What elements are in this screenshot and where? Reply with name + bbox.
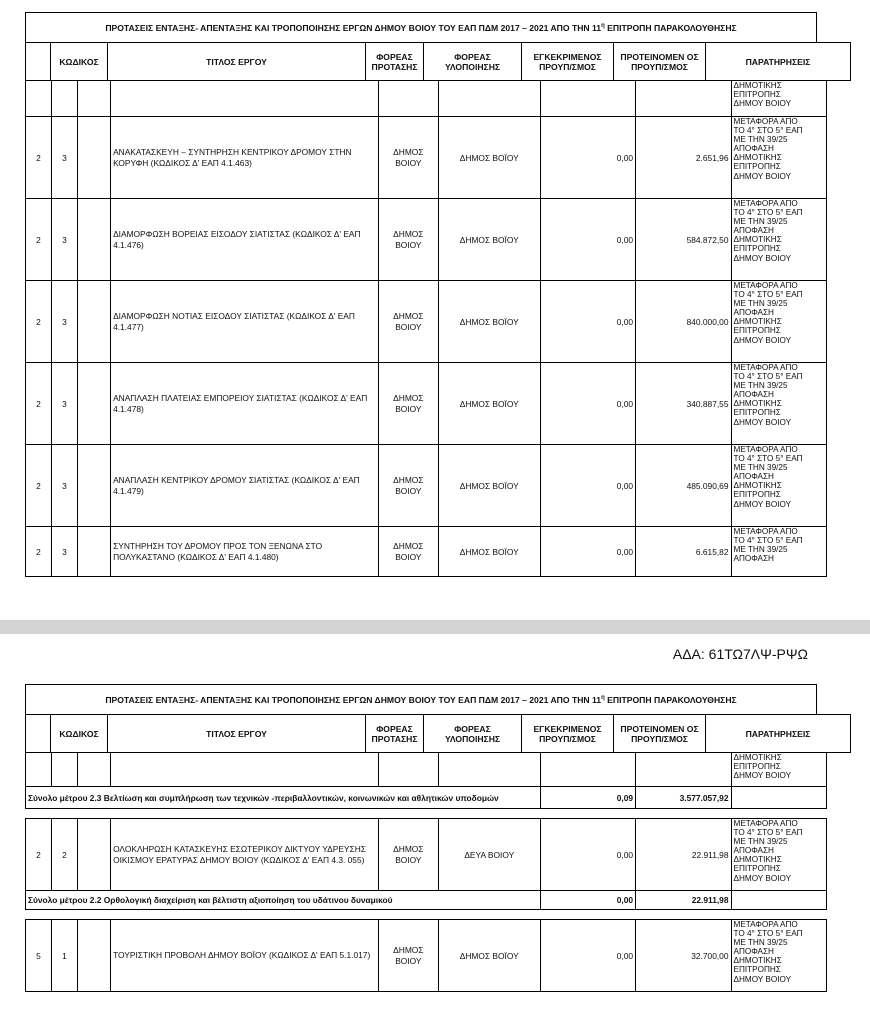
- table-row: [26, 527, 827, 577]
- project-implementer: ΔΕΥΑ ΒΟΙΟΥ: [438, 819, 540, 891]
- project-approved-budget: 0,00: [540, 117, 635, 199]
- header-approved: ΕΓΚΕΚΡΙΜΕΝΟΣ ΠΡΟΥΠ/ΣΜΟΣ: [522, 715, 614, 753]
- header-implementer: ΦΟΡΕΑΣ ΥΛΟΠΟΙΗΣΗΣ: [424, 43, 522, 81]
- project-title: ΔΙΑΜΟΡΦΩΣΗ ΒΟΡΕΙΑΣ ΕΙΣΟΔΟΥ ΣΙΑΤΙΣΤΑΣ (ΚΩΔΙΚΟΣ Δ' ΕΑΠ 4.1.476): [111, 199, 379, 281]
- header-title: ΤΙΤΛΟΣ ΕΡΓΟΥ: [108, 43, 366, 81]
- document-header-page-2: [25, 684, 817, 715]
- project-title: ΑΝΑΠΛΑΣΗ ΚΕΝΤΡΙΚΟΥ ΔΡΟΜΟΥ ΣΙΑΤΙΣΤΑΣ (ΚΩΔΙΚΟΣ Δ' ΕΑΠ 4.1.479): [111, 445, 379, 527]
- measure-total-proposed: 22.911,98: [636, 891, 731, 910]
- code-axis: 2: [26, 445, 52, 527]
- header-code: ΚΩΔΙΚΟΣ: [51, 43, 108, 81]
- project-approved-budget: 0,00: [540, 527, 635, 577]
- project-implementer: ΔΗΜΟΣ ΒΟΪΟΥ: [438, 920, 540, 992]
- code-measure: 2: [51, 819, 77, 891]
- code-axis: 2: [26, 363, 52, 445]
- project-proposer: ΔΗΜΟΣ ΒΟΙΟΥ: [378, 117, 438, 199]
- project-proposer: ΔΗΜΟΣ ΒΟΙΟΥ: [378, 920, 438, 992]
- project-remarks: ΜΕΤΑΦΟΡΑ ΑΠΟ ΤΟ 4° ΣΤΟ 5° ΕΑΠ ΜΕ ΤΗΝ 39/25 ΑΠΟΦΑΣΗ ΔΗΜΟΤΙΚΗΣ ΕΠΙΤΡΟΠΗΣ ΔΗΜΟΥ ΒΟΙΟΥ: [731, 199, 827, 281]
- header-approved: ΕΓΚΕΚΡΙΜΕΝΟΣ ΠΡΟΥΠ/ΣΜΟΣ: [522, 43, 614, 81]
- code-measure: 3: [51, 281, 77, 363]
- header-proposer: ΦΟΡΕΑΣ ΠΡΟΤΑΣΗΣ: [366, 43, 424, 81]
- carry-over-remark: ΔΗΜΟΤΙΚΗΣ ΕΠΙΤΡΟΠΗΣ ΔΗΜΟΥ ΒΟΙΟΥ: [731, 753, 827, 787]
- table-row: [26, 117, 827, 199]
- project-implementer: ΔΗΜΟΣ ΒΟΪΟΥ: [438, 363, 540, 445]
- project-proposed-budget: 840.000,00: [636, 281, 731, 363]
- project-proposed-budget: 6.615,82: [636, 527, 731, 577]
- project-remarks: ΜΕΤΑΦΟΡΑ ΑΠΟ ΤΟ 4° ΣΤΟ 5° ΕΑΠ ΜΕ ΤΗΝ 39/25 ΑΠΟΦΑΣΗ ΔΗΜΟΤΙΚΗΣ ΕΠΙΤΡΟΠΗΣ ΔΗΜΟΥ ΒΟΙΟΥ: [731, 281, 827, 363]
- project-implementer: ΔΗΜΟΣ ΒΟΪΟΥ: [438, 445, 540, 527]
- projects-table-page-1-body: [25, 80, 827, 577]
- header-sup: η: [601, 23, 605, 30]
- measure-total-label: Σύνολο μέτρου 2.3 Βελτίωση και συμπλήρωση των τεχνικών -περιβαλλοντικών, κοινωνικών και αθλητικών υποδομών: [26, 787, 541, 809]
- measure-total-approved: 0,09: [540, 787, 635, 809]
- code-measure: 3: [51, 199, 77, 281]
- table-header-row: [26, 715, 851, 753]
- projects-table-page-2: [25, 714, 851, 753]
- header-proposed: ΠΡΟΤΕΙΝΟΜΕΝ ΟΣ ΠΡΟΥΠ/ΣΜΟΣ: [614, 43, 706, 81]
- project-implementer: ΔΗΜΟΣ ΒΟΪΟΥ: [438, 527, 540, 577]
- page-separator: [0, 620, 870, 634]
- document-page-2: [0, 634, 870, 1024]
- table-header-row: [26, 43, 851, 81]
- document-header: [25, 12, 817, 43]
- project-remarks: ΜΕΤΑΦΟΡΑ ΑΠΟ ΤΟ 4° ΣΤΟ 5° ΕΑΠ ΜΕ ΤΗΝ 39/25 ΑΠΟΦΑΣΗ ΔΗΜΟΤΙΚΗΣ ΕΠΙΤΡΟΠΗΣ ΔΗΜΟΥ ΒΟΙΟΥ: [731, 819, 827, 891]
- code-axis: 2: [26, 527, 52, 577]
- table-row: [26, 199, 827, 281]
- project-remarks: ΜΕΤΑΦΟΡΑ ΑΠΟ ΤΟ 4° ΣΤΟ 5° ΕΑΠ ΜΕ ΤΗΝ 39/25 ΑΠΟΦΑΣΗ ΔΗΜΟΤΙΚΗΣ ΕΠΙΤΡΟΠΗΣ ΔΗΜΟΥ ΒΟΙΟΥ: [731, 920, 827, 992]
- project-proposer: ΔΗΜΟΣ ΒΟΙΟΥ: [378, 363, 438, 445]
- project-approved-budget: 0,00: [540, 363, 635, 445]
- project-title: ΑΝΑΠΛΑΣΗ ΠΛΑΤΕΙΑΣ ΕΜΠΟΡΕΙΟΥ ΣΙΑΤΙΣΤΑΣ (ΚΩΔΙΚΟΣ Δ' ΕΑΠ 4.1.478): [111, 363, 379, 445]
- header-suffix: ΕΠΙΤΡΟΠΗ ΠΑΡΑΚΟΛΟΥΘΗΣΗΣ: [604, 695, 737, 705]
- table-row: [26, 281, 827, 363]
- measure-total-row: [26, 787, 827, 809]
- project-title: ΔΙΑΜΟΡΦΩΣΗ ΝΟΤΙΑΣ ΕΙΣΟΔΟΥ ΣΙΑΤΙΣΤΑΣ (ΚΩΔΙΚΟΣ Δ' ΕΑΠ 4.1.477): [111, 281, 379, 363]
- code-axis: 2: [26, 281, 52, 363]
- project-implementer: ΔΗΜΟΣ ΒΟΪΟΥ: [438, 117, 540, 199]
- header-code: ΚΩΔΙΚΟΣ: [51, 715, 108, 753]
- code-measure: 3: [51, 117, 77, 199]
- project-proposed-budget: 485.090,69: [636, 445, 731, 527]
- table-row: [26, 819, 827, 891]
- projects-table-page-2-body: [25, 752, 827, 992]
- carry-over-row: [26, 753, 827, 787]
- project-title: ΤΟΥΡΙΣΤΙΚΗ ΠΡΟΒΟΛΗ ΔΗΜΟΥ ΒΟΪΟΥ (ΚΩΔΙΚΟΣ Δ' ΕΑΠ 5.1.017): [111, 920, 379, 992]
- header-title: ΤΙΤΛΟΣ ΕΡΓΟΥ: [108, 715, 366, 753]
- project-proposed-budget: 22.911,98: [636, 819, 731, 891]
- project-title: ΑΝΑΚΑΤΑΣΚΕΥΗ – ΣΥΝΤΗΡΗΣΗ ΚΕΝΤΡΙΚΟΥ ΔΡΟΜΟΥ ΣΤΗΝ ΚΟΡΥΦΗ (ΚΩΔΙΚΟΣ Δ' ΕΑΠ 4.1.463): [111, 117, 379, 199]
- carry-over-row: [26, 81, 827, 117]
- header-proposer: ΦΟΡΕΑΣ ΠΡΟΤΑΣΗΣ: [366, 715, 424, 753]
- project-title: ΣΥΝΤΗΡΗΣΗ ΤΟΥ ΔΡΟΜΟΥ ΠΡΟΣ ΤΟΝ ΞΕΝΩΝΑ ΣΤΟ ΠΟΛΥΚΑΣΤΑΝΟ (ΚΩΔΙΚΟΣ Δ' ΕΑΠ 4.1.480): [111, 527, 379, 577]
- project-approved-budget: 0,00: [540, 920, 635, 992]
- header-text: ΠΡΟΤΑΣΕΙΣ ΕΝΤΑΞΗΣ- ΑΠΕΝΤΑΞΗΣ ΚΑΙ ΤΡΟΠΟΠΟΙΗΣΗΣ ΕΡΓΩΝ ΔΗΜΟΥ ΒΟΙΟΥ ΤΟΥ ΕΑΠ ΠΔΜ 2017 – 2021 ΑΠΟ ΤΗΝ 11: [105, 23, 602, 33]
- project-proposed-budget: 32.700,00: [636, 920, 731, 992]
- project-approved-budget: 0,00: [540, 281, 635, 363]
- project-implementer: ΔΗΜΟΣ ΒΟΪΟΥ: [438, 199, 540, 281]
- measure-total-label: Σύνολο μέτρου 2.2 Ορθολογική διαχείριση και βέλτιστη αξιοποίηση του υδάτινου δυναμικού: [26, 891, 541, 910]
- header-sup: η: [601, 695, 605, 702]
- project-remarks: ΜΕΤΑΦΟΡΑ ΑΠΟ ΤΟ 4° ΣΤΟ 5° ΕΑΠ ΜΕ ΤΗΝ 39/25 ΑΠΟΦΑΣΗ ΔΗΜΟΤΙΚΗΣ ΕΠΙΤΡΟΠΗΣ ΔΗΜΟΥ ΒΟΙΟΥ: [731, 445, 827, 527]
- code-axis: 5: [26, 920, 52, 992]
- project-remarks: ΜΕΤΑΦΟΡΑ ΑΠΟ ΤΟ 4° ΣΤΟ 5° ΕΑΠ ΜΕ ΤΗΝ 39/25 ΑΠΟΦΑΣΗ: [731, 527, 827, 577]
- project-proposed-budget: 584.872,50: [636, 199, 731, 281]
- project-title: ΟΛΟΚΛΗΡΩΣΗ ΚΑΤΑΣΚΕΥΗΣ ΕΣΩΤΕΡΙΚΟΥ ΔΙΚΤΥΟΥ ΥΔΡΕΥΣΗΣ ΟΙΚΙΣΜΟΥ ΕΡΑΤΥΡΑΣ ΔΗΜΟΥ ΒΟΙΟΥ (ΚΩΔΙΚΟΣ Δ' ΕΑΠ 4.3. 055): [111, 819, 379, 891]
- header-remarks: ΠΑΡΑΤΗΡΗΣΕΙΣ: [706, 715, 851, 753]
- code-axis: 2: [26, 117, 52, 199]
- project-approved-budget: 0,00: [540, 199, 635, 281]
- project-remarks: ΜΕΤΑΦΟΡΑ ΑΠΟ ΤΟ 4° ΣΤΟ 5° ΕΑΠ ΜΕ ΤΗΝ 39/25 ΑΠΟΦΑΣΗ ΔΗΜΟΤΙΚΗΣ ΕΠΙΤΡΟΠΗΣ ΔΗΜΟΥ ΒΟΙΟΥ: [731, 117, 827, 199]
- code-measure: 3: [51, 363, 77, 445]
- code-measure: 1: [51, 920, 77, 992]
- header-implementer: ΦΟΡΕΑΣ ΥΛΟΠΟΙΗΣΗΣ: [424, 715, 522, 753]
- table-row: [26, 445, 827, 527]
- table-row: [26, 920, 827, 992]
- project-remarks: ΜΕΤΑΦΟΡΑ ΑΠΟ ΤΟ 4° ΣΤΟ 5° ΕΑΠ ΜΕ ΤΗΝ 39/25 ΑΠΟΦΑΣΗ ΔΗΜΟΤΙΚΗΣ ΕΠΙΤΡΟΠΗΣ ΔΗΜΟΥ ΒΟΙΟΥ: [731, 363, 827, 445]
- project-proposer: ΔΗΜΟΣ ΒΟΙΟΥ: [378, 199, 438, 281]
- code-measure: 3: [51, 445, 77, 527]
- carry-over-remark: ΔΗΜΟΤΙΚΗΣ ΕΠΙΤΡΟΠΗΣ ΔΗΜΟΥ ΒΟΙΟΥ: [731, 81, 827, 117]
- code-axis: 2: [26, 199, 52, 281]
- project-proposer: ΔΗΜΟΣ ΒΟΙΟΥ: [378, 819, 438, 891]
- project-implementer: ΔΗΜΟΣ ΒΟΪΟΥ: [438, 281, 540, 363]
- project-proposed-budget: 2.651,96: [636, 117, 731, 199]
- project-approved-budget: 0,00: [540, 445, 635, 527]
- header-proposed: ΠΡΟΤΕΙΝΟΜΕΝ ΟΣ ΠΡΟΥΠ/ΣΜΟΣ: [614, 715, 706, 753]
- code-measure: 3: [51, 527, 77, 577]
- table-row: [26, 363, 827, 445]
- header-suffix: ΕΠΙΤΡΟΠΗ ΠΑΡΑΚΟΛΟΥΘΗΣΗΣ: [604, 23, 737, 33]
- measure-total-row: [26, 891, 827, 910]
- header-remarks: ΠΑΡΑΤΗΡΗΣΕΙΣ: [706, 43, 851, 81]
- project-approved-budget: 0,00: [540, 819, 635, 891]
- project-proposer: ΔΗΜΟΣ ΒΟΙΟΥ: [378, 445, 438, 527]
- code-axis: 2: [26, 819, 52, 891]
- header-text: ΠΡΟΤΑΣΕΙΣ ΕΝΤΑΞΗΣ- ΑΠΕΝΤΑΞΗΣ ΚΑΙ ΤΡΟΠΟΠΟΙΗΣΗΣ ΕΡΓΩΝ ΔΗΜΟΥ ΒΟΙΟΥ ΤΟΥ ΕΑΠ ΠΔΜ 2017 – 2021 ΑΠΟ ΤΗΝ 11: [105, 695, 602, 705]
- measure-total-proposed: 3.577.057,92: [636, 787, 731, 809]
- project-proposer: ΔΗΜΟΣ ΒΟΙΟΥ: [378, 281, 438, 363]
- project-proposed-budget: 340.887,55: [636, 363, 731, 445]
- ada-code: ΑΔΑ: 61ΤΩ7ΛΨ-ΡΨΩ: [672, 646, 808, 662]
- project-proposer: ΔΗΜΟΣ ΒΟΙΟΥ: [378, 527, 438, 577]
- measure-total-approved: 0,00: [540, 891, 635, 910]
- projects-table-page-1: [25, 42, 851, 81]
